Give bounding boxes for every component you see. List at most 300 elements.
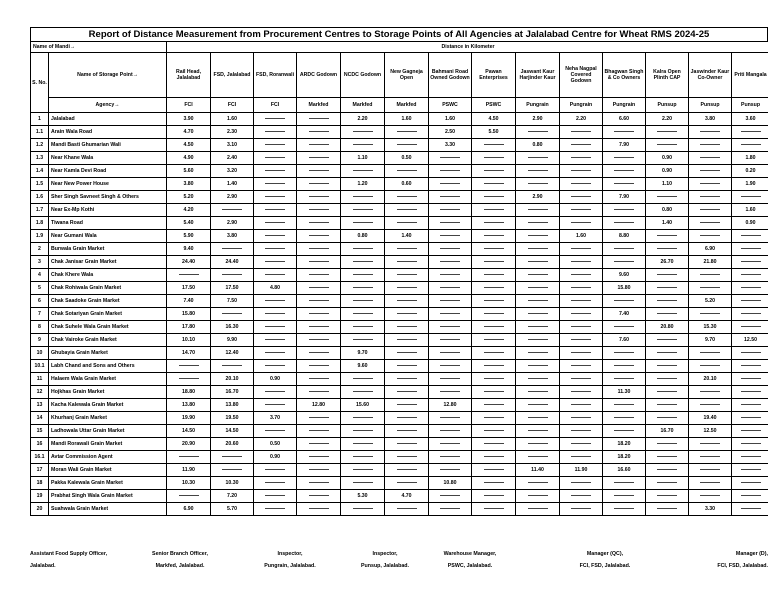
dash-mark bbox=[484, 495, 504, 496]
empty-cell bbox=[472, 295, 516, 308]
distance-cell: 11.90 bbox=[560, 464, 603, 477]
empty-cell bbox=[254, 490, 297, 503]
empty-cell bbox=[429, 412, 472, 425]
empty-cell bbox=[254, 152, 297, 165]
empty-cell bbox=[472, 256, 516, 269]
dash-mark bbox=[614, 300, 634, 301]
distance-cell: 19.90 bbox=[167, 412, 211, 425]
distance-cell: 3.70 bbox=[254, 412, 297, 425]
sno-header: S. No. bbox=[31, 53, 49, 113]
empty-cell bbox=[516, 126, 560, 139]
signature-office: Markfed, Jalalabad. bbox=[155, 563, 205, 569]
empty-cell bbox=[254, 178, 297, 191]
empty-cell bbox=[385, 256, 429, 269]
agency-0: FCI bbox=[167, 98, 211, 113]
distance-cell: 17.80 bbox=[167, 321, 211, 334]
dash-mark bbox=[741, 430, 761, 431]
empty-cell bbox=[254, 360, 297, 373]
empty-cell bbox=[516, 334, 560, 347]
storage-point-10: Bhagwan Singh & Co Owners bbox=[603, 53, 646, 98]
dash-mark bbox=[309, 430, 329, 431]
empty-cell bbox=[603, 256, 646, 269]
empty-cell bbox=[297, 321, 341, 334]
empty-cell bbox=[472, 438, 516, 451]
agency-12: Punsup bbox=[689, 98, 732, 113]
agency-3: Markfed bbox=[297, 98, 341, 113]
dash-mark bbox=[571, 196, 591, 197]
empty-cell bbox=[297, 191, 341, 204]
empty-cell bbox=[472, 477, 516, 490]
row-name: Chak Suhele Wala Grain Market bbox=[49, 321, 167, 334]
dash-mark bbox=[571, 144, 591, 145]
dash-mark bbox=[614, 326, 634, 327]
row-sno: 1.2 bbox=[31, 139, 49, 152]
distance-cell: 4.70 bbox=[167, 126, 211, 139]
empty-cell bbox=[385, 438, 429, 451]
empty-cell bbox=[254, 425, 297, 438]
dash-mark bbox=[397, 378, 417, 379]
table-row bbox=[31, 269, 768, 282]
dash-mark bbox=[309, 261, 329, 262]
empty-cell bbox=[297, 334, 341, 347]
distance-cell: 24.40 bbox=[211, 256, 254, 269]
empty-cell bbox=[297, 451, 341, 464]
dash-mark bbox=[353, 261, 373, 262]
dash-mark bbox=[571, 248, 591, 249]
dash-mark bbox=[657, 144, 677, 145]
empty-cell bbox=[472, 269, 516, 282]
empty-cell bbox=[732, 126, 768, 139]
dash-mark bbox=[700, 456, 720, 457]
empty-cell bbox=[560, 204, 603, 217]
dash-mark bbox=[571, 287, 591, 288]
table-row bbox=[31, 204, 768, 217]
row-sno: 1.5 bbox=[31, 178, 49, 191]
signature-office: Jalalabad. bbox=[30, 563, 56, 569]
empty-cell bbox=[472, 321, 516, 334]
distance-cell: 6.90 bbox=[689, 243, 732, 256]
distance-cell: 1.10 bbox=[646, 178, 689, 191]
signature-title: Assistant Food Supply Officer, bbox=[30, 551, 108, 557]
dash-mark bbox=[265, 391, 285, 392]
dash-mark bbox=[484, 274, 504, 275]
distance-cell: 11.90 bbox=[167, 464, 211, 477]
dash-mark bbox=[528, 274, 548, 275]
signatures bbox=[30, 548, 768, 578]
distance-cell: 20.60 bbox=[211, 438, 254, 451]
row-sno: 13 bbox=[31, 399, 49, 412]
empty-cell bbox=[385, 451, 429, 464]
empty-cell bbox=[732, 269, 768, 282]
dash-mark bbox=[741, 274, 761, 275]
dash-mark bbox=[741, 456, 761, 457]
empty-cell bbox=[341, 139, 385, 152]
empty-cell bbox=[341, 412, 385, 425]
dash-mark bbox=[657, 287, 677, 288]
empty-cell bbox=[689, 126, 732, 139]
distance-cell: 16.60 bbox=[603, 464, 646, 477]
dash-mark bbox=[741, 404, 761, 405]
dash-mark bbox=[309, 222, 329, 223]
dash-mark bbox=[440, 365, 460, 366]
dash-mark bbox=[222, 365, 242, 366]
empty-cell bbox=[472, 178, 516, 191]
dash-mark bbox=[741, 443, 761, 444]
dash-mark bbox=[700, 443, 720, 444]
empty-cell bbox=[341, 503, 385, 516]
dash-mark bbox=[614, 508, 634, 509]
dash-mark bbox=[309, 131, 329, 132]
table-row bbox=[31, 282, 768, 295]
empty-cell bbox=[297, 373, 341, 386]
dash-mark bbox=[265, 495, 285, 496]
dash-mark bbox=[528, 339, 548, 340]
distance-cell: 1.40 bbox=[385, 230, 429, 243]
dash-mark bbox=[528, 183, 548, 184]
distance-cell: 4.80 bbox=[254, 282, 297, 295]
empty-cell bbox=[472, 412, 516, 425]
distance-cell: 5.20 bbox=[689, 295, 732, 308]
distance-cell: 8.80 bbox=[603, 230, 646, 243]
dash-mark bbox=[571, 352, 591, 353]
dash-mark bbox=[309, 352, 329, 353]
dash-mark bbox=[222, 469, 242, 470]
dash-mark bbox=[484, 352, 504, 353]
row-name: Ghubayia Grain Market bbox=[49, 347, 167, 360]
dash-mark bbox=[700, 482, 720, 483]
empty-cell bbox=[646, 477, 689, 490]
table-row bbox=[31, 503, 768, 516]
dash-mark bbox=[353, 482, 373, 483]
empty-cell bbox=[167, 360, 211, 373]
dash-mark bbox=[353, 443, 373, 444]
distance-cell: 16.70 bbox=[211, 386, 254, 399]
dash-mark bbox=[179, 365, 199, 366]
empty-cell bbox=[341, 269, 385, 282]
empty-cell bbox=[689, 308, 732, 321]
dash-mark bbox=[397, 326, 417, 327]
empty-cell bbox=[429, 334, 472, 347]
dash-mark bbox=[309, 274, 329, 275]
empty-cell bbox=[516, 152, 560, 165]
dash-mark bbox=[528, 222, 548, 223]
empty-cell bbox=[254, 165, 297, 178]
agency-10: Pungrain bbox=[603, 98, 646, 113]
empty-cell bbox=[297, 490, 341, 503]
row-sno: 12 bbox=[31, 386, 49, 399]
empty-cell bbox=[646, 490, 689, 503]
empty-cell bbox=[516, 490, 560, 503]
empty-cell bbox=[560, 360, 603, 373]
dash-mark bbox=[741, 508, 761, 509]
dash-mark bbox=[700, 391, 720, 392]
dash-mark bbox=[309, 209, 329, 210]
dash-mark bbox=[265, 209, 285, 210]
empty-cell bbox=[560, 412, 603, 425]
empty-cell bbox=[603, 360, 646, 373]
distance-cell: 14.70 bbox=[167, 347, 211, 360]
empty-cell bbox=[297, 295, 341, 308]
empty-cell bbox=[646, 451, 689, 464]
dash-mark bbox=[741, 131, 761, 132]
dash-mark bbox=[741, 391, 761, 392]
storage-point-1: FSD, Jalalabad bbox=[211, 53, 254, 98]
row-sno: 3 bbox=[31, 256, 49, 269]
dash-mark bbox=[265, 144, 285, 145]
distance-cell: 4.50 bbox=[472, 113, 516, 126]
empty-cell bbox=[385, 126, 429, 139]
dash-mark bbox=[741, 261, 761, 262]
empty-cell bbox=[341, 282, 385, 295]
empty-cell bbox=[472, 399, 516, 412]
empty-cell bbox=[254, 464, 297, 477]
empty-cell bbox=[429, 152, 472, 165]
empty-cell bbox=[516, 347, 560, 360]
dash-mark bbox=[440, 274, 460, 275]
dash-mark bbox=[700, 131, 720, 132]
dash-mark bbox=[265, 131, 285, 132]
empty-cell bbox=[603, 295, 646, 308]
dash-mark bbox=[528, 508, 548, 509]
empty-cell bbox=[560, 503, 603, 516]
empty-cell bbox=[689, 178, 732, 191]
empty-cell bbox=[254, 308, 297, 321]
distance-cell: 2.20 bbox=[341, 113, 385, 126]
storage-point-0: Rail Head, Jalalabad bbox=[167, 53, 211, 98]
dash-mark bbox=[484, 417, 504, 418]
dash-mark bbox=[309, 144, 329, 145]
dash-mark bbox=[657, 196, 677, 197]
empty-cell bbox=[560, 139, 603, 152]
dash-mark bbox=[353, 144, 373, 145]
empty-cell bbox=[516, 412, 560, 425]
row-sno: 1.7 bbox=[31, 204, 49, 217]
distance-cell: 12.80 bbox=[429, 399, 472, 412]
dash-mark bbox=[700, 495, 720, 496]
dash-mark bbox=[741, 248, 761, 249]
distance-cell: 5.90 bbox=[167, 230, 211, 243]
empty-cell bbox=[689, 191, 732, 204]
empty-cell bbox=[385, 464, 429, 477]
dash-mark bbox=[397, 417, 417, 418]
distance-cell: 1.10 bbox=[341, 152, 385, 165]
distance-cell: 1.60 bbox=[385, 113, 429, 126]
row-name: Mandi Basti Ghumarian Wali bbox=[49, 139, 167, 152]
empty-cell bbox=[689, 165, 732, 178]
empty-cell bbox=[646, 295, 689, 308]
row-sno: 10 bbox=[31, 347, 49, 360]
empty-cell bbox=[254, 113, 297, 126]
dash-mark bbox=[397, 430, 417, 431]
empty-cell bbox=[429, 503, 472, 516]
empty-cell bbox=[732, 295, 768, 308]
empty-cell bbox=[254, 503, 297, 516]
empty-cell bbox=[516, 243, 560, 256]
empty-cell bbox=[732, 386, 768, 399]
distance-cell: 3.90 bbox=[167, 113, 211, 126]
dash-mark bbox=[700, 313, 720, 314]
empty-cell bbox=[560, 373, 603, 386]
dash-mark bbox=[265, 274, 285, 275]
empty-cell bbox=[429, 256, 472, 269]
dash-mark bbox=[309, 248, 329, 249]
distance-cell: 1.80 bbox=[732, 152, 768, 165]
empty-cell bbox=[341, 256, 385, 269]
empty-cell bbox=[560, 308, 603, 321]
distance-cell: 12.40 bbox=[211, 347, 254, 360]
empty-cell bbox=[472, 204, 516, 217]
empty-cell bbox=[429, 282, 472, 295]
dash-mark bbox=[309, 391, 329, 392]
empty-cell bbox=[385, 503, 429, 516]
empty-cell bbox=[603, 178, 646, 191]
distance-cell: 0.60 bbox=[385, 178, 429, 191]
empty-cell bbox=[732, 360, 768, 373]
table-row bbox=[31, 373, 768, 386]
signature-block bbox=[550, 548, 660, 572]
empty-cell bbox=[429, 347, 472, 360]
empty-cell bbox=[385, 282, 429, 295]
dash-mark bbox=[571, 313, 591, 314]
dash-mark bbox=[528, 365, 548, 366]
empty-cell bbox=[385, 204, 429, 217]
table-row bbox=[31, 334, 768, 347]
empty-cell bbox=[254, 399, 297, 412]
dash-mark bbox=[265, 482, 285, 483]
dash-mark bbox=[440, 209, 460, 210]
empty-cell bbox=[341, 204, 385, 217]
dash-mark bbox=[397, 443, 417, 444]
dash-mark bbox=[700, 287, 720, 288]
dash-mark bbox=[484, 378, 504, 379]
empty-cell bbox=[211, 243, 254, 256]
empty-cell bbox=[429, 386, 472, 399]
storage-point-2: FSD, Roranwali bbox=[254, 53, 297, 98]
empty-cell bbox=[385, 191, 429, 204]
dash-mark bbox=[222, 313, 242, 314]
dash-mark bbox=[657, 404, 677, 405]
dash-mark bbox=[741, 365, 761, 366]
empty-cell bbox=[603, 204, 646, 217]
distance-cell: 16.70 bbox=[646, 425, 689, 438]
dash-mark bbox=[571, 339, 591, 340]
dash-mark bbox=[309, 196, 329, 197]
dash-mark bbox=[614, 430, 634, 431]
empty-cell bbox=[297, 438, 341, 451]
empty-cell bbox=[472, 152, 516, 165]
empty-cell bbox=[472, 464, 516, 477]
dash-mark bbox=[309, 287, 329, 288]
dash-mark bbox=[309, 469, 329, 470]
row-sno: 11 bbox=[31, 373, 49, 386]
empty-cell bbox=[560, 243, 603, 256]
dash-mark bbox=[700, 144, 720, 145]
dash-mark bbox=[265, 430, 285, 431]
dash-mark bbox=[571, 456, 591, 457]
distance-cell: 15.30 bbox=[689, 321, 732, 334]
empty-cell bbox=[297, 165, 341, 178]
dash-mark bbox=[397, 508, 417, 509]
empty-cell bbox=[603, 152, 646, 165]
dash-mark bbox=[440, 313, 460, 314]
empty-cell bbox=[516, 477, 560, 490]
empty-cell bbox=[385, 334, 429, 347]
empty-cell bbox=[472, 360, 516, 373]
distance-cell: 5.50 bbox=[472, 126, 516, 139]
row-name: Chak Janisar Grain Market bbox=[49, 256, 167, 269]
empty-cell bbox=[385, 295, 429, 308]
distance-cell: 2.50 bbox=[429, 126, 472, 139]
distance-cell: 10.10 bbox=[167, 334, 211, 347]
distance-cell: 18.80 bbox=[167, 386, 211, 399]
dash-mark bbox=[528, 456, 548, 457]
row-sno: 18 bbox=[31, 477, 49, 490]
dash-mark bbox=[440, 157, 460, 158]
dash-mark bbox=[528, 326, 548, 327]
dash-mark bbox=[741, 144, 761, 145]
empty-cell bbox=[167, 373, 211, 386]
empty-cell bbox=[560, 126, 603, 139]
dash-mark bbox=[657, 456, 677, 457]
distance-cell: 9.60 bbox=[603, 269, 646, 282]
table-row bbox=[31, 308, 768, 321]
dash-mark bbox=[440, 378, 460, 379]
empty-cell bbox=[689, 139, 732, 152]
distance-cell: 17.50 bbox=[211, 282, 254, 295]
empty-cell bbox=[732, 464, 768, 477]
dash-mark bbox=[700, 209, 720, 210]
row-name: Avtar Commission Agent bbox=[49, 451, 167, 464]
dash-mark bbox=[484, 170, 504, 171]
row-sno: 14 bbox=[31, 412, 49, 425]
dash-mark bbox=[309, 235, 329, 236]
empty-cell bbox=[297, 243, 341, 256]
dash-mark bbox=[484, 339, 504, 340]
empty-cell bbox=[516, 360, 560, 373]
dash-mark bbox=[614, 209, 634, 210]
empty-cell bbox=[689, 451, 732, 464]
empty-cell bbox=[472, 191, 516, 204]
distance-cell: 1.40 bbox=[646, 217, 689, 230]
distance-cell: 2.20 bbox=[560, 113, 603, 126]
dash-mark bbox=[657, 443, 677, 444]
dash-mark bbox=[397, 300, 417, 301]
empty-cell bbox=[297, 386, 341, 399]
table-row bbox=[31, 165, 768, 178]
dash-mark bbox=[397, 209, 417, 210]
dash-mark bbox=[265, 365, 285, 366]
distance-cell: 3.80 bbox=[167, 178, 211, 191]
distance-cell: 19.50 bbox=[211, 412, 254, 425]
empty-cell bbox=[560, 451, 603, 464]
distance-cell: 0.20 bbox=[732, 165, 768, 178]
table-row bbox=[31, 256, 768, 269]
empty-cell bbox=[429, 204, 472, 217]
distance-cell: 0.90 bbox=[254, 451, 297, 464]
dash-mark bbox=[484, 196, 504, 197]
empty-cell bbox=[732, 347, 768, 360]
distance-cell: 10.30 bbox=[167, 477, 211, 490]
dash-mark bbox=[614, 170, 634, 171]
empty-cell bbox=[689, 230, 732, 243]
dash-mark bbox=[571, 495, 591, 496]
dash-mark bbox=[353, 417, 373, 418]
dash-mark bbox=[571, 378, 591, 379]
empty-cell bbox=[341, 477, 385, 490]
row-sno: 15 bbox=[31, 425, 49, 438]
table-row bbox=[31, 178, 768, 191]
distance-cell: 2.40 bbox=[211, 152, 254, 165]
